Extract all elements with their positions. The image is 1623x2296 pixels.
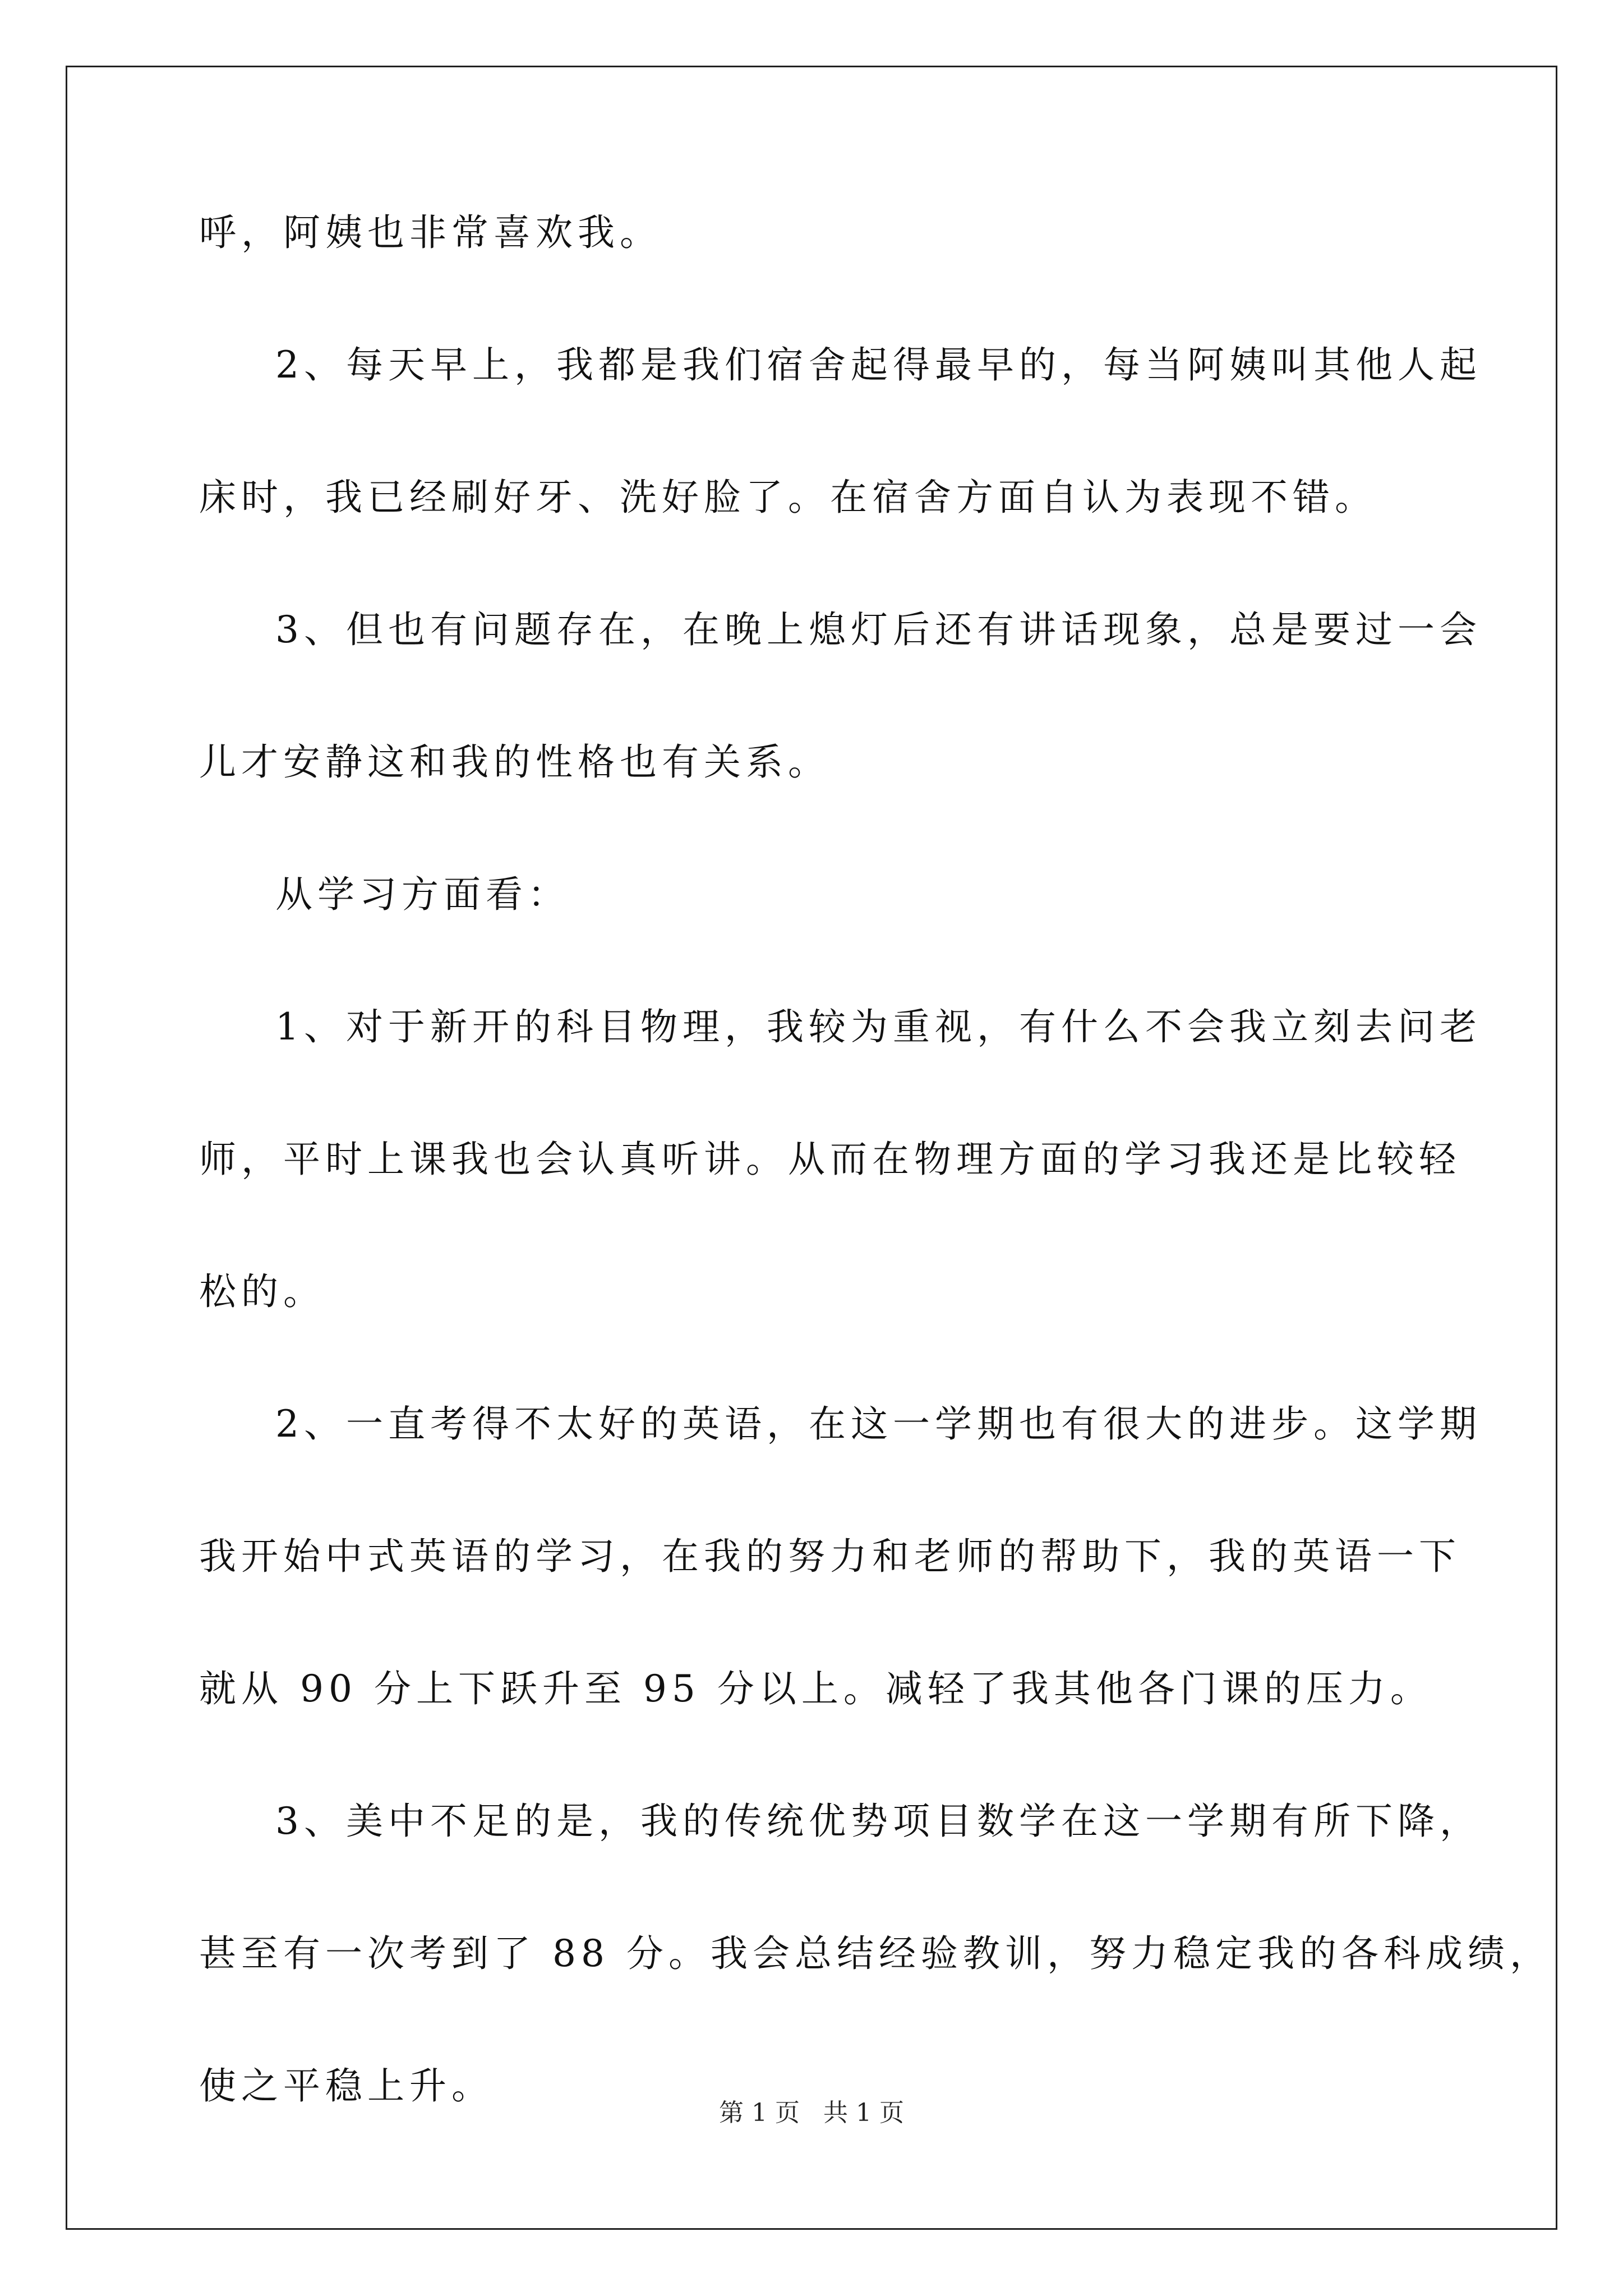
- page-total: 共 1 页: [823, 2099, 904, 2127]
- text-line: 儿才安静这和我的性格也有关系。: [199, 740, 830, 784]
- text-line: 床时，我已经刷好牙、洗好脸了。在宿舍方面自认为表现不错。: [199, 476, 1377, 519]
- text-line: 使之平稳上升。: [199, 2064, 494, 2108]
- text-line: 就从 90 分上下跃升至 95 分以上。减轻了我其他各门课的压力。: [199, 1667, 1432, 1710]
- page-number: 第 1 页: [719, 2099, 800, 2127]
- text-line: 3、美中不足的是，我的传统优势项目数学在这一学期有所下降，: [275, 1800, 1482, 1843]
- page-footer: [0, 2096, 1623, 2130]
- text-line: 松的。: [199, 1270, 325, 1313]
- section-heading: 从学习方面看：: [275, 873, 570, 916]
- text-line: 2、每天早上，我都是我们宿舍起得最早的，每当阿姨叫其他人起: [275, 343, 1482, 386]
- text-line: 师，平时上课我也会认真听讲。从而在物理方面的学习我还是比较轻: [199, 1138, 1461, 1181]
- text-line: 1、对于新开的科目物理，我较为重视，有什么不会我立刻去问老: [275, 1005, 1482, 1048]
- text-line: 2、一直考得不太好的英语，在这一学期也有很大的进步。这学期: [275, 1402, 1482, 1446]
- text-line: 呼，阿姨也非常喜欢我。: [199, 211, 662, 254]
- text-line: 我开始中式英语的学习，在我的努力和老师的帮助下，我的英语一下: [199, 1535, 1461, 1578]
- text-line: 甚至有一次考到了 88 分。我会总结经验教训，努力稳定我的各科成绩，: [199, 1932, 1552, 1975]
- text-line: 3、但也有问题存在，在晚上熄灯后还有讲话现象，总是要过一会: [275, 608, 1482, 651]
